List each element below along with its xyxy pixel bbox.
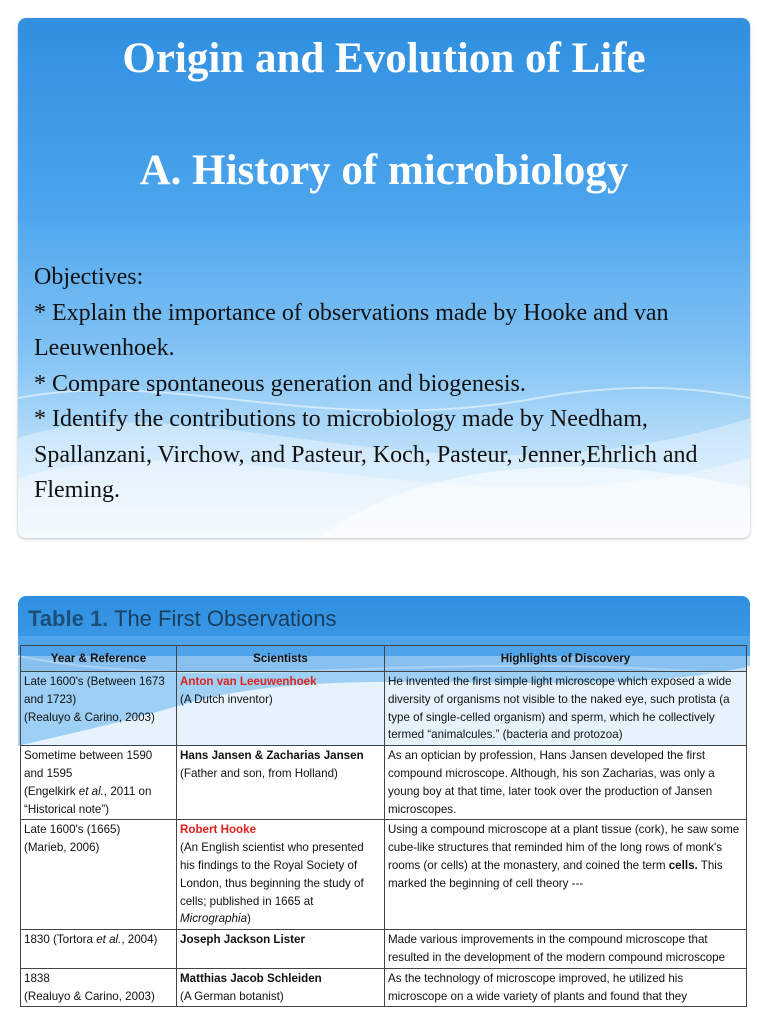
scientist-cell: Robert Hooke (An English scientist who presented his findings to the Royal Society of London, thus beginning the study of cells; published in 1665 at Micrographia)	[177, 820, 385, 930]
scientist-note: (A German botanist)	[180, 989, 284, 1003]
observations-table	[20, 645, 747, 1007]
objectives-list	[34, 260, 744, 509]
table-header-row	[21, 646, 747, 672]
scientist-note: (A Dutch inventor)	[180, 692, 273, 706]
column-header: Scientists	[177, 646, 385, 672]
highlight-cell: He invented the first simple light microscope which exposed a wide diversity of organisms not visible to the naked eye, such protista (a type of single-celled organism) and sperm, which he collectively termed “animalcules.” (bacteria and protozoa)	[385, 672, 747, 746]
scientist-cell	[177, 672, 385, 746]
column-header: Year & Reference	[21, 646, 177, 672]
objective-item: * Identify the contributions to microbiology made by Needham, Spallanzani, Virchow, and Pasteur, Koch, Pasteur, Jenner,Ehrlich and Fleming.	[34, 406, 698, 503]
year-cell: 1830 (Tortora et al., 2004)	[21, 930, 177, 969]
title-slide	[18, 18, 750, 538]
scientist-cell	[177, 930, 385, 969]
year-cell: Sometime between 1590 and 1595 (Engelkirk et al., 2011 on “Historical note”)	[21, 746, 177, 820]
scientist-note: (An English scientist who presented his findings to the Royal Society of London, thus beginning the study of cells; published in 1665 at	[180, 841, 364, 908]
table-number: Table 1.	[28, 606, 109, 631]
objective-item: * Compare spontaneous generation and biogenesis.	[34, 370, 526, 397]
table-row	[21, 968, 747, 1007]
year-cell: Late 1600's (Between 1673 and 1723) (Realuyo & Carino, 2003)	[21, 672, 177, 746]
table-caption	[28, 602, 337, 636]
scientist-name: Hans Jansen & Zacharias Jansen	[180, 749, 364, 763]
highlight-cell: As the technology of microscope improved, he utilized his microscope on a wide variety of plants and found that they	[385, 968, 747, 1007]
table-row	[21, 930, 747, 969]
table-title: The First Observations	[108, 606, 337, 631]
slide-title: Origin and Evolution of Life	[122, 35, 646, 82]
objectives-heading: Objectives:	[34, 264, 144, 290]
objective-item: * Explain the importance of observations made by Hooke and van Leeuwenhoek.	[34, 299, 669, 361]
table-row	[21, 672, 747, 746]
year-cell: Late 1600's (1665) (Marieb, 2006)	[21, 820, 177, 930]
scientist-name: Joseph Jackson Lister	[180, 933, 306, 947]
table-row	[21, 746, 747, 820]
slide-subtitle: A. History of microbiology	[139, 147, 629, 194]
highlight-cell: Using a compound microscope at a plant tissue (cork), he saw some cube-like structures that reminded him of the long rows of monk's rooms (or cells) at the monastery, and coined the term cells. This marked the beginning of cell theory ---	[385, 820, 747, 930]
highlight-cell: As an optician by profession, Hans Jansen developed the first compound microscope. Although, his son Zacharias, was only a young boy at that time, later took over the production of Jansen microscopes.	[385, 746, 747, 820]
scientist-name: Anton van Leeuwenhoek	[180, 675, 317, 688]
year-cell: 1838 (Realuyo & Carino, 2003)	[21, 968, 177, 1007]
scientist-cell	[177, 746, 385, 820]
scientist-cell	[177, 968, 385, 1007]
column-header: Highlights of Discovery	[385, 646, 747, 672]
scientist-name: Matthias Jacob Schleiden	[180, 971, 322, 985]
table-slide	[18, 596, 750, 1024]
highlight-cell: Made various improvements in the compound microscope that resulted in the development of the modern compound microscope	[385, 930, 747, 969]
table-row	[21, 820, 747, 930]
scientist-name: Robert Hooke	[180, 823, 257, 837]
scientist-note: (Father and son, from Holland)	[180, 766, 338, 780]
